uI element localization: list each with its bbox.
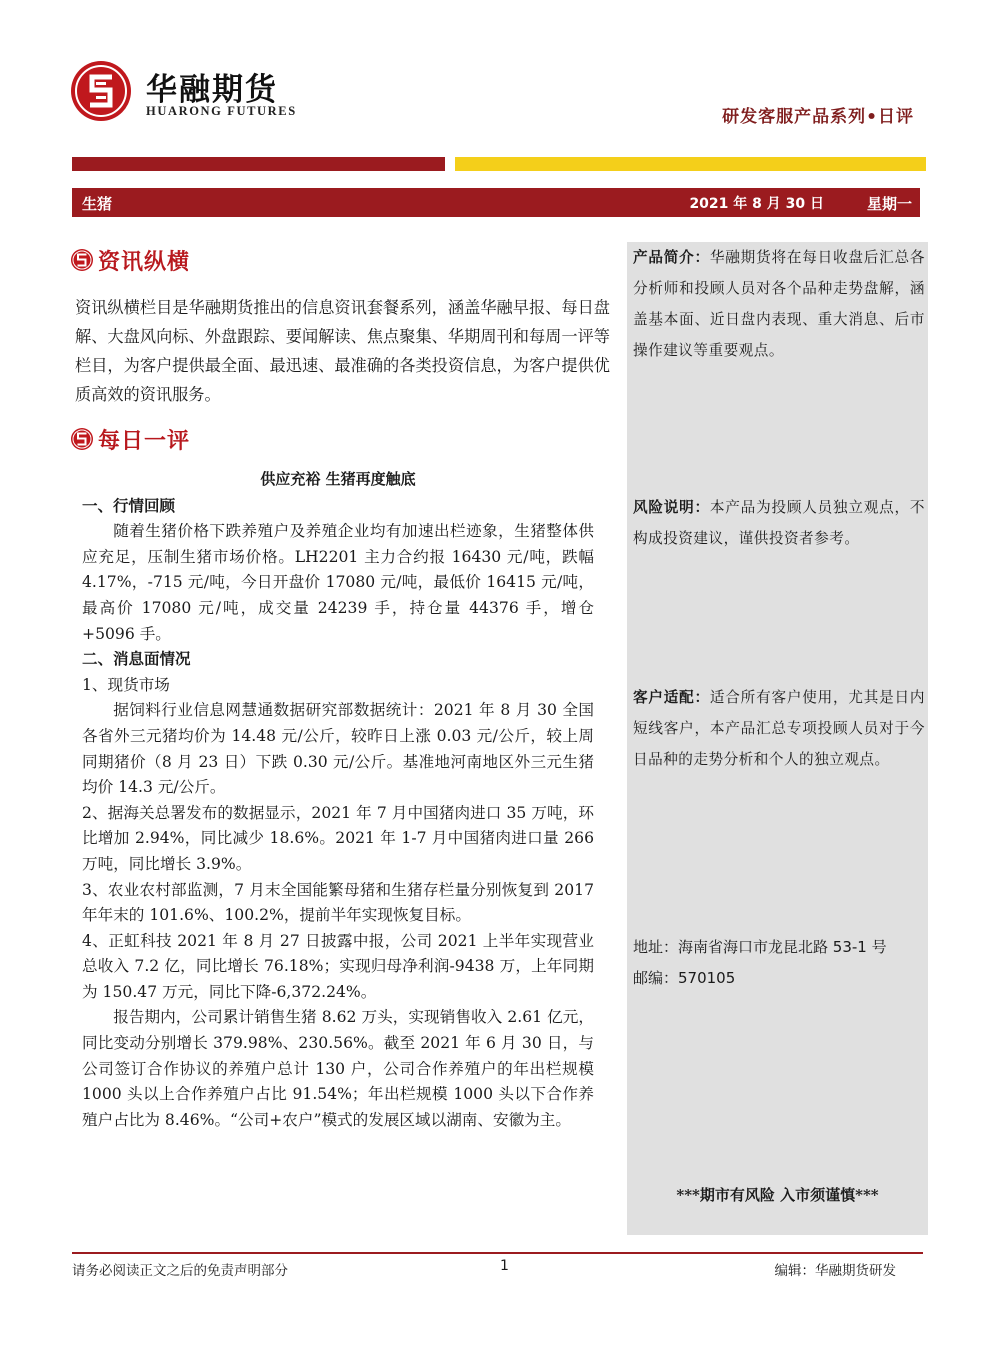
report-weekday: 星期一 (866, 195, 912, 213)
risk-slogan: ***期市有风险 入市须谨慎*** (676, 1186, 879, 1204)
category-label: 生猪 (82, 195, 113, 213)
section-title-daily: 每日一评 (98, 427, 191, 454)
header-bar-red (72, 157, 445, 171)
client-fit-label: 客户适配： (633, 689, 710, 706)
footer-disclaimer-note: 请务必阅读正文之后的免责声明部分 (72, 1263, 288, 1279)
address: 地址：海南省海口市龙昆北路 53-1 号 (633, 938, 887, 956)
report-date: 2021 年 8 月 30 日 (689, 196, 824, 212)
client-fit-text: 适合所有客户使用，尤其是日内短线客户，本产品汇总专项投顾人员对于今日品种的走势分析和个人的独立观点。 (633, 689, 925, 768)
sidebar-product-intro (633, 242, 925, 366)
section-title-news: 资讯纵横 (98, 248, 191, 275)
huarong-logo-icon (70, 60, 132, 122)
risk-note-label: 风险说明： (633, 499, 710, 516)
section-intro-text: 资讯纵横栏目是华融期货推出的信息资讯套餐系列，涵盖华融早报、每日盘解、大盘风向标、外盘跟踪、要闻解读、焦点聚集、华期周刊和每周一评等栏目，为客户提供最全面、最迅速、最准确的各类投资信息，为客户提供优质高效的资讯服务。 (75, 298, 610, 404)
paragraph-customs: 2、据海关总署发布的数据显示，2021 年 7 月中国猪肉进口 35 万吨，环比增加 2.94%，同比减少 18.6%。2021 年 1-7 月中国猪肉进口量 266 万吨，同比增长 3.9%。 (82, 803, 594, 873)
logo-s-icon (70, 427, 94, 451)
category-date-band (72, 188, 920, 217)
footer-divider (72, 1252, 923, 1254)
product-intro-text: 华融期货将在每日收盘后汇总各分析师和投顾人员对各个品种走势盘解，涵盖基本面、近日盘内表现、重大消息、后市操作建议等重要观点。 (633, 249, 925, 359)
paragraph-report-period: 报告期内，公司累计销售生猪 8.62 万头，实现销售收入 2.61 亿元，同比变动分别增长 379.98%、230.56%。截至 2021 年 6 月 30 日，与公司签订合作协议的养殖户总计 130 户，公司合作养殖户的年出栏规模 1000 头以上合作养殖户占比 91.54%；年出栏规模 1000 头以下合作养殖户占比为 8.46%。“公司+农户”模式的发展区域以湖南、安徽为主。 (82, 1008, 594, 1129)
page-number: 1 (500, 1258, 509, 1274)
subheading-spot-market: 1、现货市场 (82, 675, 170, 694)
section-heading-news (70, 244, 190, 276)
company-name-en: HUARONG FUTURES (146, 104, 297, 118)
heading-market-review: 一、行情回顾 (82, 496, 176, 515)
postcode: 邮编：570105 (633, 969, 736, 987)
product-series-title: 研发客服产品系列•日评 (722, 107, 914, 127)
sidebar-panel (627, 242, 928, 1235)
paragraph-spot-market: 据饲料行业信息网慧通数据研究部数据统计：2021 年 8 月 30 全国各省外三元猪均价为 14.48 元/公斤，较昨日上涨 0.03 元/公斤，较上周同期猪价（8 月 23 日）下跌 0.30 元/公斤。基准地河南地区外三元生猪均价 14.3 元/公斤。 (82, 701, 594, 797)
header-bar-yellow (455, 157, 926, 171)
paragraph-market-review: 随着生猪价格下跌养殖户及养殖企业均有加速出栏迹象，生猪整体供应充足，压制生猪市场价格。LH2201 主力合约报 16430 元/吨，跌幅 4.17%，-715 元/吨，今日开盘价 17080 元/吨，最低价 16415 元/吨，最高价 17080 元/吨，成交量 24239 手，持仓量 44376 手，增仓+5096 手。 (82, 522, 594, 643)
company-name-cn: 华融期货 (146, 72, 278, 108)
paragraph-moa: 3、农业农村部监测，7 月末全国能繁母猪和生猪存栏量分别恢复到 2017 年年末的 101.6%、100.2%，提前半年实现恢复目标。 (82, 880, 594, 925)
sidebar-client-fit (633, 682, 925, 775)
heading-news: 二、消息面情况 (82, 650, 191, 669)
article-body (82, 467, 594, 1133)
logo-s-icon (70, 248, 94, 272)
risk-note-text: 本产品为投顾人员独立观点，不构成投资建议，谨供投资者参考。 (633, 499, 925, 547)
sidebar-risk-note (633, 492, 925, 554)
article-title: 供应充裕 生猪再度触底 (260, 470, 416, 488)
section-heading-daily (70, 423, 190, 455)
paragraph-zhenghong: 4、正虹科技 2021 年 8 月 27 日披露中报，公司 2021 上半年实现营业总收入 7.2 亿，同比增长 76.18%；实现归母净利润-9438 万，上年同期为 150.47 万元，同比下降-6,372.24%。 (82, 931, 594, 1001)
contact-info (633, 932, 887, 994)
footer-editor: 编辑：华融期货研发 (774, 1263, 896, 1279)
product-intro-label: 产品简介： (633, 249, 710, 266)
